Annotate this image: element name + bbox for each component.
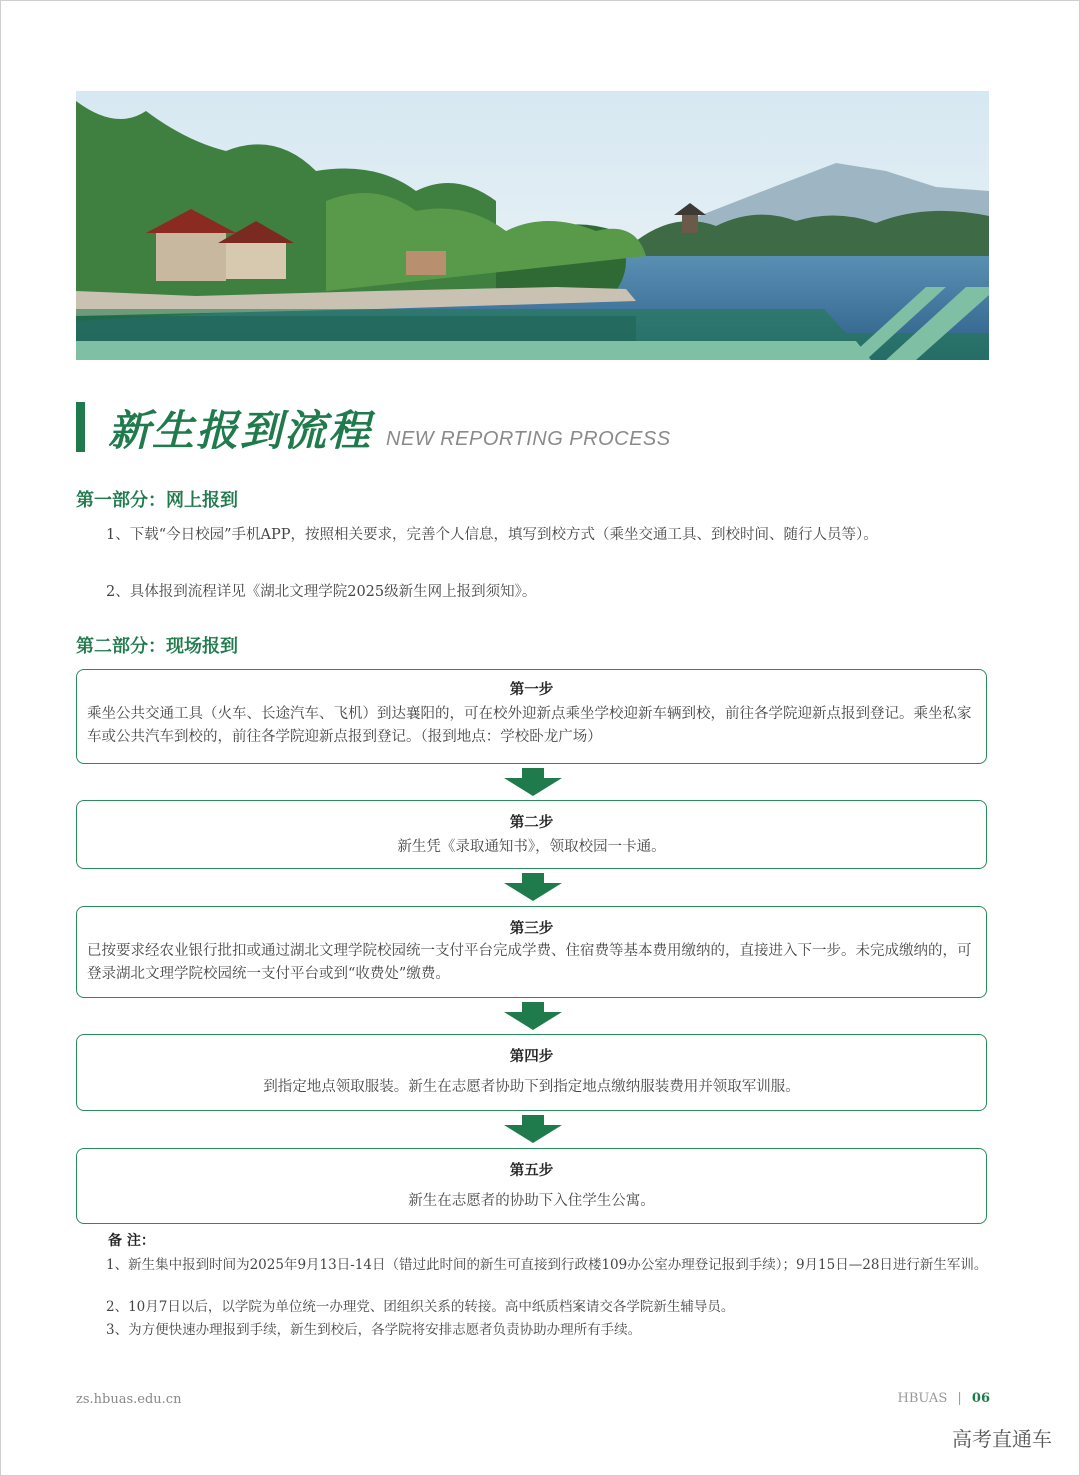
step-3-body: 已按要求经农业银行批扣或通过湖北文理学院校园统一支付平台完成学费、住宿费等基本费用缴纳的，直接进入下一步。未完成缴纳的，可登录湖北文理学院校园统一支付平台或到“收费处”缴费。 <box>87 943 972 982</box>
step-5-body: 新生在志愿者的协助下入住学生公寓。 <box>408 1193 655 1209</box>
page-number: 06 <box>971 1391 990 1406</box>
step-4-title: 第四步 <box>509 1048 554 1065</box>
page-title: 新生报到流程 <box>108 406 373 455</box>
note-1: 1、新生集中报到时间为2025年9月13日-14日（错过此时间的新生可直接到行政楼109办公室办理登记报到手续）；9月15日—28日进行新生军训。 <box>106 1257 988 1273</box>
footer-separator: | <box>957 1391 962 1406</box>
note-3: 3、为方便快速办理报到手续，新生到校后，各学院将安排志愿者负责协助办理所有手续。 <box>106 1322 642 1338</box>
step-2-body: 新生凭《录取通知书》，领取校园一卡通。 <box>397 839 666 855</box>
step-5-box <box>76 1148 987 1224</box>
arrow-down-icon <box>504 1002 562 1030</box>
arrow-down-icon <box>504 1115 562 1143</box>
watermark-text: 高考直通车 <box>952 1427 1052 1451</box>
step-2-box <box>76 800 987 869</box>
page-subtitle-en: NEW REPORTING PROCESS <box>386 428 671 450</box>
step-3-box <box>76 906 987 998</box>
footer-brand: HBUAS <box>897 1391 948 1406</box>
part1-item-2: 2、具体报到流程详见《湖北文理学院2025级新生网上报到须知》。 <box>106 584 537 600</box>
arrow-down-icon <box>504 768 562 796</box>
footer-page-info <box>897 1391 990 1406</box>
step-4-box <box>76 1034 987 1111</box>
part1-item-1: 1、下载“今日校园”手机APP，按照相关要求，完善个人信息，填写到校方式（乘坐交通工具、到校时间、随行人员等）。 <box>106 527 878 543</box>
part1-title: 第一部分：网上报到 <box>76 490 238 511</box>
footer-url[interactable]: zs.hbuas.edu.cn <box>76 1392 182 1407</box>
step-1-title: 第一步 <box>509 681 554 698</box>
step-2-title: 第二步 <box>509 814 554 831</box>
notes-heading: 备 注： <box>108 1233 155 1249</box>
title-accent-bar <box>76 402 85 452</box>
arrow-down-icon <box>504 873 562 901</box>
step-3-title: 第三步 <box>509 920 554 937</box>
note-2: 2、10月7日以后，以学院为单位统一办理党、团组织关系的转接。高中纸质档案请交各学院新生辅导员。 <box>106 1299 735 1315</box>
step-1-body: 乘坐公共交通工具（火车、长途汽车、飞机）到达襄阳的，可在校外迎新点乘坐学校迎新车辆到校，前往各学院迎新点报到登记。乘坐私家车或公共汽车到校的，前往各学院迎新点报到登记。（报到地点：学校卧龙广场） <box>87 706 972 745</box>
banner-image <box>76 91 989 360</box>
step-4-body: 到指定地点领取服装。新生在志愿者协助下到指定地点缴纳服装费用并领取军训服。 <box>263 1079 800 1095</box>
step-1-box <box>76 669 987 764</box>
step-5-title: 第五步 <box>509 1162 554 1179</box>
part2-title: 第二部分：现场报到 <box>76 636 238 657</box>
